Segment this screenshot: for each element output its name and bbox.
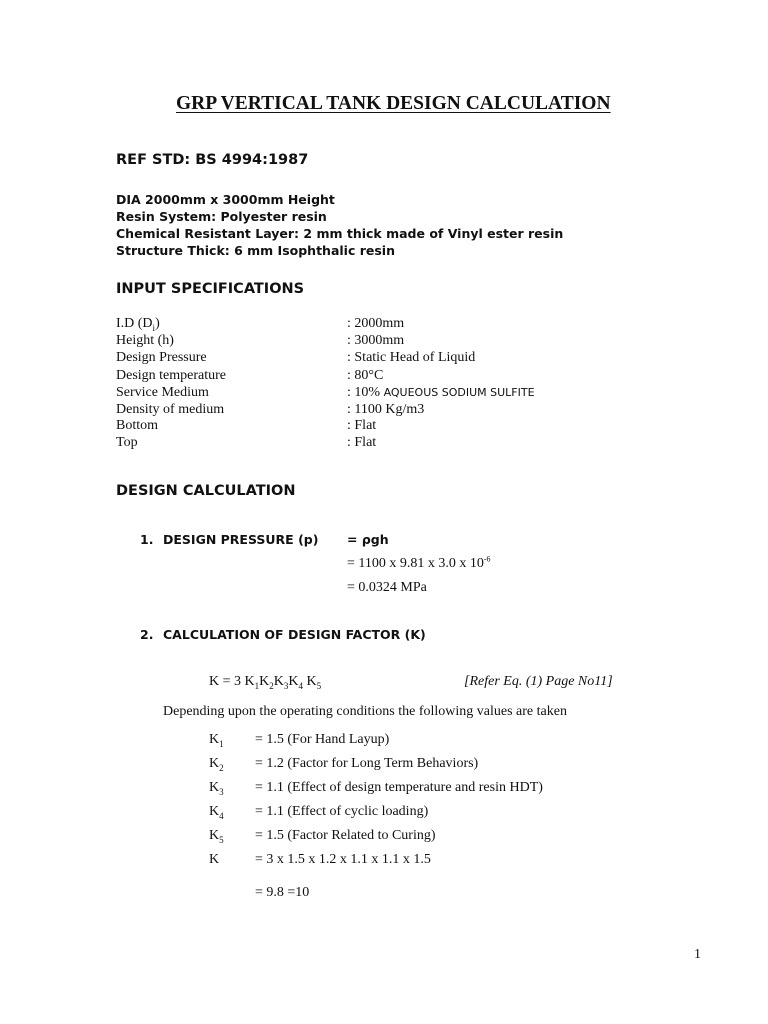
section-1-number: 1. [140, 532, 154, 547]
input-specifications-heading: INPUT SPECIFICATIONS [116, 281, 305, 297]
design-calculation-heading: DESIGN CALCULATION [116, 483, 296, 499]
spec-value-design-pressure: : Static Head of Liquid [347, 350, 476, 365]
factor-label-k1: $K_1$ [209, 732, 224, 749]
operating-conditions-intro: Depending upon the operating conditions the following values are taken [163, 704, 567, 719]
page-number: 1 [694, 947, 701, 962]
design-factor-equation: K = 3 $K_1K_2K_3K_4$ $K_5$ [209, 674, 322, 691]
spec-value-density: : 1100 Kg/m3 [347, 402, 425, 417]
factor-label-k4: $K_4$ [209, 804, 224, 821]
spec-label-design-temperature: Design temperature [116, 368, 227, 383]
factor-value-k4: = 1.1 (Effect of cyclic loading) [255, 804, 429, 819]
spec-value-bottom: : Flat [347, 418, 377, 433]
ref-standard: REF STD: BS 4994:1987 [116, 152, 309, 168]
factor-label-k3: $K_3$ [209, 780, 224, 797]
spec-value-service-medium: : 10% AQUEOUS SODIUM SULFITE [347, 385, 535, 400]
design-factor-result: = 9.8 =10 [255, 885, 310, 900]
equation-reference: [Refer Eq. (1) Page No11] [464, 674, 613, 689]
factor-value-k3: = 1.1 (Effect of design temperature and resin HDT) [255, 780, 543, 795]
spec-label-service-medium: Service Medium [116, 385, 209, 400]
factor-value-k5: = 1.5 (Factor Related to Curing) [255, 828, 436, 843]
spec-value-design-temperature: : 80°C [347, 368, 384, 383]
info-line-dia: DIA 2000mm x 3000mm Height [116, 192, 335, 207]
spec-value-id: : 2000mm [347, 316, 405, 331]
info-line-chemical-layer: Chemical Resistant Layer: 2 mm thick made of Vinyl ester resin [116, 226, 564, 241]
factor-value-k-total: = 3 x 1.5 x 1.2 x 1.1 x 1.1 x 1.5 [255, 852, 431, 867]
factor-label-k-total: K [209, 852, 220, 867]
factor-value-k1: = 1.5 (For Hand Layup) [255, 732, 390, 747]
spec-label-bottom: Bottom [116, 418, 159, 433]
design-pressure-substitution: = 1100 x 9.81 x 3.0 x $10^{-6}$ [347, 554, 491, 571]
section-2-heading: CALCULATION OF DESIGN FACTOR (K) [163, 627, 426, 642]
spec-label-height: Height (h) [116, 333, 174, 348]
spec-label-density: Density of medium [116, 402, 225, 417]
section-1-heading: DESIGN PRESSURE (p) [163, 532, 319, 547]
factor-label-k5: $K_5$ [209, 828, 224, 845]
info-line-structure: Structure Thick: 6 mm Isophthalic resin [116, 243, 395, 258]
spec-value-top: : Flat [347, 435, 377, 450]
factor-label-k2: $K_2$ [209, 756, 224, 773]
spec-value-height: : 3000mm [347, 333, 405, 348]
spec-label-top: Top [116, 435, 138, 450]
document-title: GRP VERTICAL TANK DESIGN CALCULATION [176, 93, 611, 114]
info-line-resin: Resin System: Polyester resin [116, 209, 327, 224]
spec-label-design-pressure: Design Pressure [116, 350, 207, 365]
design-pressure-result: = 0.0324 MPa [347, 580, 427, 595]
design-pressure-formula: = ρgh [347, 532, 389, 547]
factor-value-k2: = 1.2 (Factor for Long Term Behaviors) [255, 756, 479, 771]
spec-label-id: I.D $(D_i)$ [116, 316, 160, 333]
section-2-number: 2. [140, 627, 154, 642]
